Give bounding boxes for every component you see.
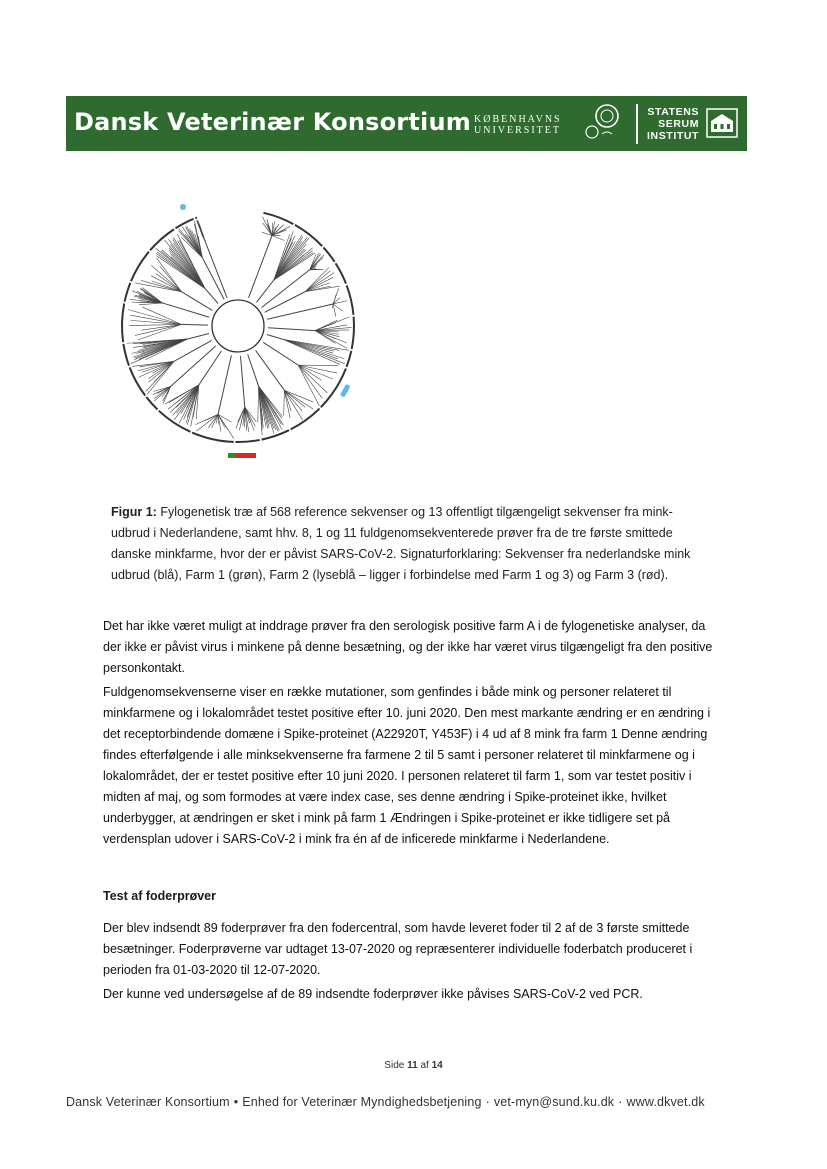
paragraph-2: Fuldgenomsekvenserne viser en række mutationer, som genfindes i både mink og personer relateret til minkfarmene og i lokalområdet testet positive efter 10. juni 2020. Den mest markante ændring er en ændring i det receptorbindende domæne i Spike-proteinet (A22920T, Y453F) i 4 ud af 8 mink fra farm 1 Denne ændring findes efterfølgende i alle minksekvenserne fra farmene 2 til 5 samt i personer relateret til minkfarmene og i lokalområdet, der er testet positive efter 10 juni 2020. I personen relateret til farm 1, som var testet positiv i midten af maj, og som formodes at være index case, ses denne ændring i Spike-proteinet ikke, hvilket underbygger, at ændringen er sket i mink på farm 1 Ændringen i Spike-proteinet er ikke tidligere set på verdensplan udover i SARS-CoV-2 i mink fra én af de inficerede minkfarme i Nederlandene. bbox=[103, 685, 711, 846]
section-heading: Test af foderprøver bbox=[103, 889, 216, 903]
caption-text: Fylogenetisk træ af 568 reference sekvenser og 13 offentligt tilgængeligt sekvenser fra mink-udbrud i Nederlandene, samt hhv. 8, 1 og 11 fuldgenomsekventerede prøver fra de tre første smittede danske minkfarme, hvor der er påvist SARS-CoV-2. Signaturforklaring: Sekvenser fra nederlandske mink udbrud (blå), Farm 1 (grøn), Farm 2 (lyseblå – ligger i forbindelse med Farm 1 og 3) og Farm 3 (rød). bbox=[111, 505, 691, 582]
page-number: Side 11 af 14 bbox=[384, 1060, 443, 1071]
paragraph-3: Der blev indsendt 89 foderprøver fra den fodercentral, som havde leveret foder til 2 af de 3 første smittede besætninger. Foderprøverne var udtaget 13-07-2020 og repræsenterer individuelle foderbatch produceret i perioden fra 01-03-2020 til 12-07-2020. bbox=[103, 921, 693, 977]
footer-email[interactable]: vet-myn@sund.ku.dk bbox=[493, 1095, 615, 1109]
caption-label: Figur 1: bbox=[111, 505, 157, 519]
header-banner bbox=[66, 96, 747, 151]
footer-unit: Enhed for Veterinær Myndighedsbetjening bbox=[242, 1095, 482, 1109]
marker-farm2 bbox=[180, 204, 186, 210]
ku-seal-icon bbox=[583, 102, 629, 146]
marker-farm2-b bbox=[340, 384, 351, 398]
paragraph-1: Det har ikke været muligt at inddrage prøver fra den serologisk positive farm A i de fylogenetiske analyser, da der ikke er påvist virus i minkene på denne besætning, og der ikke har været virus tilgængeligt fra den positive personkontakt. bbox=[103, 619, 713, 675]
footer-org: Dansk Veterinær Konsortium bbox=[66, 1095, 230, 1109]
page-footer: Dansk Veterinær Konsortium • Enhed for Veterinær Myndighedsbetjening · vet-myn@sund.ku.dk · www.dkvet.dk bbox=[66, 1095, 705, 1109]
header-divider bbox=[636, 104, 638, 144]
paragraph-4: Der kunne ved undersøgelse af de 89 indsendte foderprøver ikke påvises SARS-CoV-2 ved PCR. bbox=[103, 987, 643, 1001]
phylogenetic-tree-figure bbox=[110, 196, 370, 466]
figure-caption bbox=[111, 502, 711, 586]
header-title: Dansk Veterinær Konsortium bbox=[74, 108, 471, 136]
marker-farm1 bbox=[228, 453, 236, 458]
tree-center-circle bbox=[212, 300, 264, 352]
ssi-logo-text: STATENS SERUM INSTITUT bbox=[647, 106, 700, 142]
ssi-building-icon bbox=[706, 108, 738, 138]
ku-logo-text: KØBENHAVNS UNIVERSITET bbox=[474, 114, 562, 136]
footer-website[interactable]: www.dkvet.dk bbox=[626, 1095, 705, 1109]
marker-farm3 bbox=[236, 453, 256, 458]
